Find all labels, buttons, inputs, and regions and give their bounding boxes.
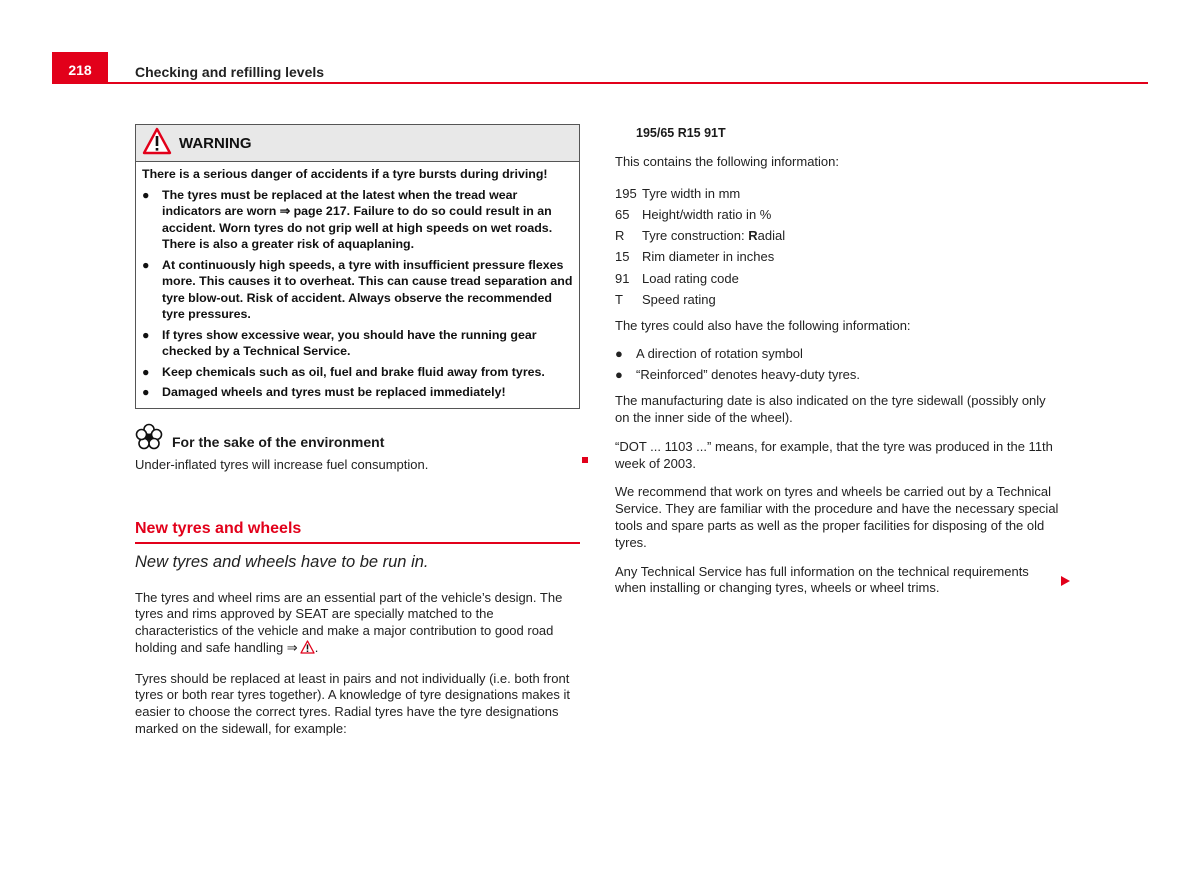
warning-box <box>135 124 580 409</box>
right-column <box>615 124 1060 597</box>
warning-bullet: ● If tyres show excessive wear, you should have the running gear checked by a Technical Service. <box>142 327 537 358</box>
warning-title: WARNING <box>179 134 252 152</box>
warning-intro: There is a serious danger of accidents if a tyre bursts during driving! <box>142 167 548 181</box>
end-square-icon <box>582 457 588 463</box>
list-item: 65 Height/width ratio in % <box>615 207 772 222</box>
body-paragraph: This contains the following information: <box>615 154 840 169</box>
list-item: T Speed rating <box>615 291 716 307</box>
warning-header <box>136 125 579 162</box>
warning-bullet: ● The tyres must be replaced at the latest when the tread wear indicators are worn ⇒ page 217. Failure to do so could result in an accident. Worn tyres do not grip well at high speeds on wet roads. There is also a greater risk of aquaplaning. <box>142 187 553 251</box>
body-paragraph: Tyres should be replaced at least in pairs and not individually (i.e. both front tyres or both rear tyres together). A knowledge of tyre designations makes it easier to choose the correct tyres. Radial tyres have the tyre designations marked on the sidewall, for example: <box>135 670 570 737</box>
warning-bullet: ● Keep chemicals such as oil, fuel and brake fluid away from tyres. <box>142 364 545 379</box>
environment-title: For the sake of the environment <box>172 433 385 450</box>
list-item: 91 Load rating code <box>615 270 739 286</box>
list-item: ● “Reinforced” denotes heavy-duty tyres. <box>615 367 860 383</box>
page-header <box>52 52 1148 84</box>
left-column <box>135 124 580 738</box>
environment-text: Under-inflated tyres will increase fuel consumption. <box>135 456 429 472</box>
warning-bullet: ● At continuously high speeds, a tyre with insufficient pressure flexes more. This causes it to overheat. This can cause tread separation and tyre blow-out. Risk of accident. Always observe the recommended tyre pressures. <box>142 257 573 321</box>
body-paragraph: Any Technical Service has full information on the technical requirements when installing or changing tyres, wheels or wheel trims. <box>615 564 1060 598</box>
header-rule <box>52 82 1148 84</box>
body-paragraph: The manufacturing date is also indicated on the tyre sidewall (possibly only on the inner side of the wheel). <box>615 393 1046 426</box>
tyre-code: 195/65 R15 91T <box>636 126 726 140</box>
tyre-designation-list <box>615 183 1060 310</box>
page-number: 218 <box>52 52 108 84</box>
body-paragraph: “DOT ... 1103 ...” means, for example, that the tyre was produced in the 11th week of 2003. <box>615 438 1053 471</box>
section-intro: New tyres and wheels have to be run in. <box>135 552 429 571</box>
list-item: 15 Rim diameter in inches <box>615 249 775 265</box>
environment-note <box>135 423 580 472</box>
chapter-title: Checking and refilling levels <box>135 64 325 80</box>
warning-triangle-icon <box>142 127 172 159</box>
also-list <box>615 343 1060 385</box>
continue-arrow-icon <box>1061 576 1070 586</box>
body-paragraph: The tyres could also have the following information: <box>615 318 911 334</box>
section-title: New tyres and wheels <box>135 520 580 544</box>
warning-body <box>136 162 579 408</box>
body-paragraph: The tyres and wheel rims are an essential part of the vehicle’s design. The tyres and rims approved by SEAT are specially matched to the characteristics of the vehicle and make a major contribution to good road holding and safe handling ⇒ . <box>135 590 580 659</box>
body-paragraph: We recommend that work on tyres and wheels be carried out by a Technical Service. They are familiar with the procedure and have the necessary special tools and spare parts as well as the proper facilities for disposing of the old tyres. <box>615 484 1059 550</box>
list-item: 195 Tyre width in mm <box>615 185 741 201</box>
warning-bullet: ● Damaged wheels and tyres must be replaced immediately! <box>142 385 506 399</box>
warning-triangle-icon <box>300 640 315 659</box>
list-item: ● A direction of rotation symbol <box>615 345 803 361</box>
flower-icon <box>135 423 163 455</box>
list-item: R Tyre construction: Radial <box>615 228 786 244</box>
